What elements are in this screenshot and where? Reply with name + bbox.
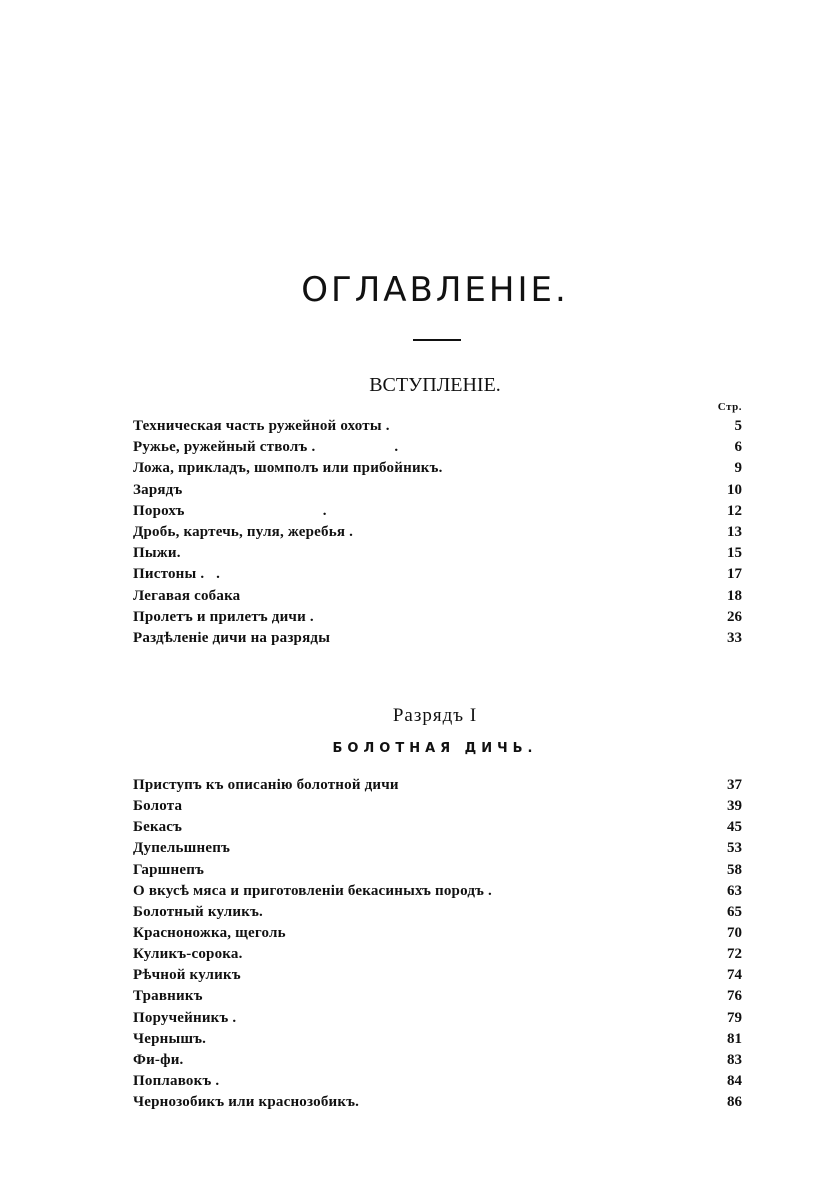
intro-toc-list	[133, 416, 742, 649]
toc-entry	[133, 881, 742, 902]
toc-entry	[133, 586, 742, 607]
toc-entry	[133, 1029, 742, 1050]
toc-entry	[133, 416, 742, 437]
toc-entry	[133, 1050, 742, 1071]
toc-entry	[133, 986, 742, 1007]
toc-entry-title: Ложа, прикладъ, шомполъ или прибойникъ.	[133, 460, 443, 477]
toc-entry-page-number: 79	[727, 1009, 742, 1026]
toc-entry-title: Порохъ .	[133, 502, 327, 519]
toc-entry-title: Легавая собака	[133, 587, 241, 604]
toc-entry-title: О вкусѣ мяса и приготовленіи бекасиныхъ породъ .	[133, 882, 492, 899]
toc-entry-page-number: 33	[727, 629, 742, 646]
intro-heading: ВСТУПЛЕНІЕ.	[369, 374, 501, 396]
toc-entry	[133, 437, 742, 458]
toc-entry-page-number: 53	[727, 840, 742, 857]
toc-entry	[133, 923, 742, 944]
toc-entry-page-number: 13	[727, 523, 742, 540]
toc-entry-page-number: 17	[727, 566, 742, 583]
toc-entry	[133, 860, 742, 881]
toc-entry-page-number: 10	[727, 481, 742, 498]
toc-entry-title: Красноножка, щеголь	[133, 924, 286, 941]
toc-entry-page-number: 70	[727, 924, 742, 941]
toc-entry-title: Болота	[133, 798, 183, 815]
toc-entry	[133, 501, 742, 522]
toc-entry-title: Поплавокъ .	[133, 1072, 220, 1089]
toc-entry-title: Чернозобикъ или краснозобикъ.	[133, 1094, 360, 1111]
toc-entry-title: Гаршнепъ	[133, 861, 205, 878]
toc-entry	[133, 522, 742, 543]
toc-entry-title: Приступъ къ описанію болотной дичи	[133, 777, 399, 793]
page-column-label: Стр.	[717, 401, 742, 413]
category-heading: Разрядъ I	[392, 705, 478, 726]
toc-entry-page-number: 12	[727, 502, 742, 519]
toc-entry-title: Чернышъ.	[133, 1030, 207, 1047]
toc-entry-page-number: 58	[727, 861, 742, 878]
toc-entry	[133, 480, 742, 501]
toc-entry-page-number: 37	[727, 777, 742, 793]
toc-entry-title: Дробь, картечь, пуля, жеребья .	[133, 523, 354, 540]
toc-entry-title: Фи-фи.	[133, 1051, 184, 1068]
title-divider	[413, 339, 461, 341]
toc-entry	[133, 796, 742, 817]
toc-entry	[133, 458, 742, 479]
toc-entry	[133, 1008, 742, 1029]
toc-entry-page-number: 18	[727, 587, 742, 604]
toc-entry	[133, 1092, 742, 1113]
toc-entry-page-number: 9	[734, 460, 742, 477]
toc-entry-page-number: 6	[734, 439, 742, 456]
toc-entry-title: Куликъ-сорока.	[133, 946, 243, 963]
toc-entry	[133, 902, 742, 923]
toc-entry-title: Рѣчной куликъ	[133, 967, 241, 984]
page-title: ОГЛАВЛЕНІЕ.	[301, 270, 569, 310]
toc-entry-page-number: 26	[727, 608, 742, 625]
category-toc-list	[133, 775, 742, 1113]
toc-entry-title: Раздѣленіе дичи на разряды	[133, 629, 331, 646]
toc-entry-title: Пролетъ и прилетъ дичи .	[133, 608, 314, 625]
toc-entry-page-number: 72	[727, 946, 742, 963]
toc-entry	[133, 607, 742, 628]
category-subheading: БОЛОТНАЯ ДИЧЬ.	[332, 741, 538, 756]
toc-entry-page-number: 45	[727, 819, 742, 836]
toc-entry-title: Дупельшнепъ	[133, 840, 231, 857]
toc-entry-title: Травникъ	[133, 988, 203, 1005]
toc-entry	[133, 944, 742, 965]
toc-entry-title: Поручейникъ .	[133, 1009, 237, 1026]
toc-entry-title: Пистоны . .	[133, 566, 221, 583]
toc-entry	[133, 564, 742, 585]
toc-entry-page-number: 65	[727, 903, 742, 920]
toc-entry-page-number: 84	[727, 1072, 742, 1089]
toc-entry-page-number: 5	[734, 418, 742, 434]
toc-entry-title: Зарядъ	[133, 481, 183, 498]
toc-entry-title: Техническая часть ружейной охоты .	[133, 418, 390, 434]
toc-entry	[133, 628, 742, 649]
toc-entry	[133, 838, 742, 859]
toc-entry-title: Ружье, ружейный стволъ . .	[133, 439, 399, 456]
toc-entry-page-number: 81	[727, 1030, 742, 1047]
toc-entry-page-number: 83	[727, 1051, 742, 1068]
toc-entry-page-number: 74	[727, 967, 742, 984]
toc-entry	[133, 1071, 742, 1092]
toc-entry-title: Болотный куликъ.	[133, 903, 264, 920]
toc-entry-page-number: 86	[727, 1094, 742, 1111]
toc-entry	[133, 543, 742, 564]
toc-entry-title: Пыжи.	[133, 545, 181, 562]
toc-entry	[133, 775, 742, 796]
toc-entry-title: Бекасъ	[133, 819, 183, 836]
toc-entry-page-number: 63	[727, 882, 742, 899]
toc-entry-page-number: 39	[727, 798, 742, 815]
toc-entry	[133, 965, 742, 986]
toc-entry-page-number: 15	[727, 545, 742, 562]
toc-entry-page-number: 76	[727, 988, 742, 1005]
toc-entry	[133, 817, 742, 838]
